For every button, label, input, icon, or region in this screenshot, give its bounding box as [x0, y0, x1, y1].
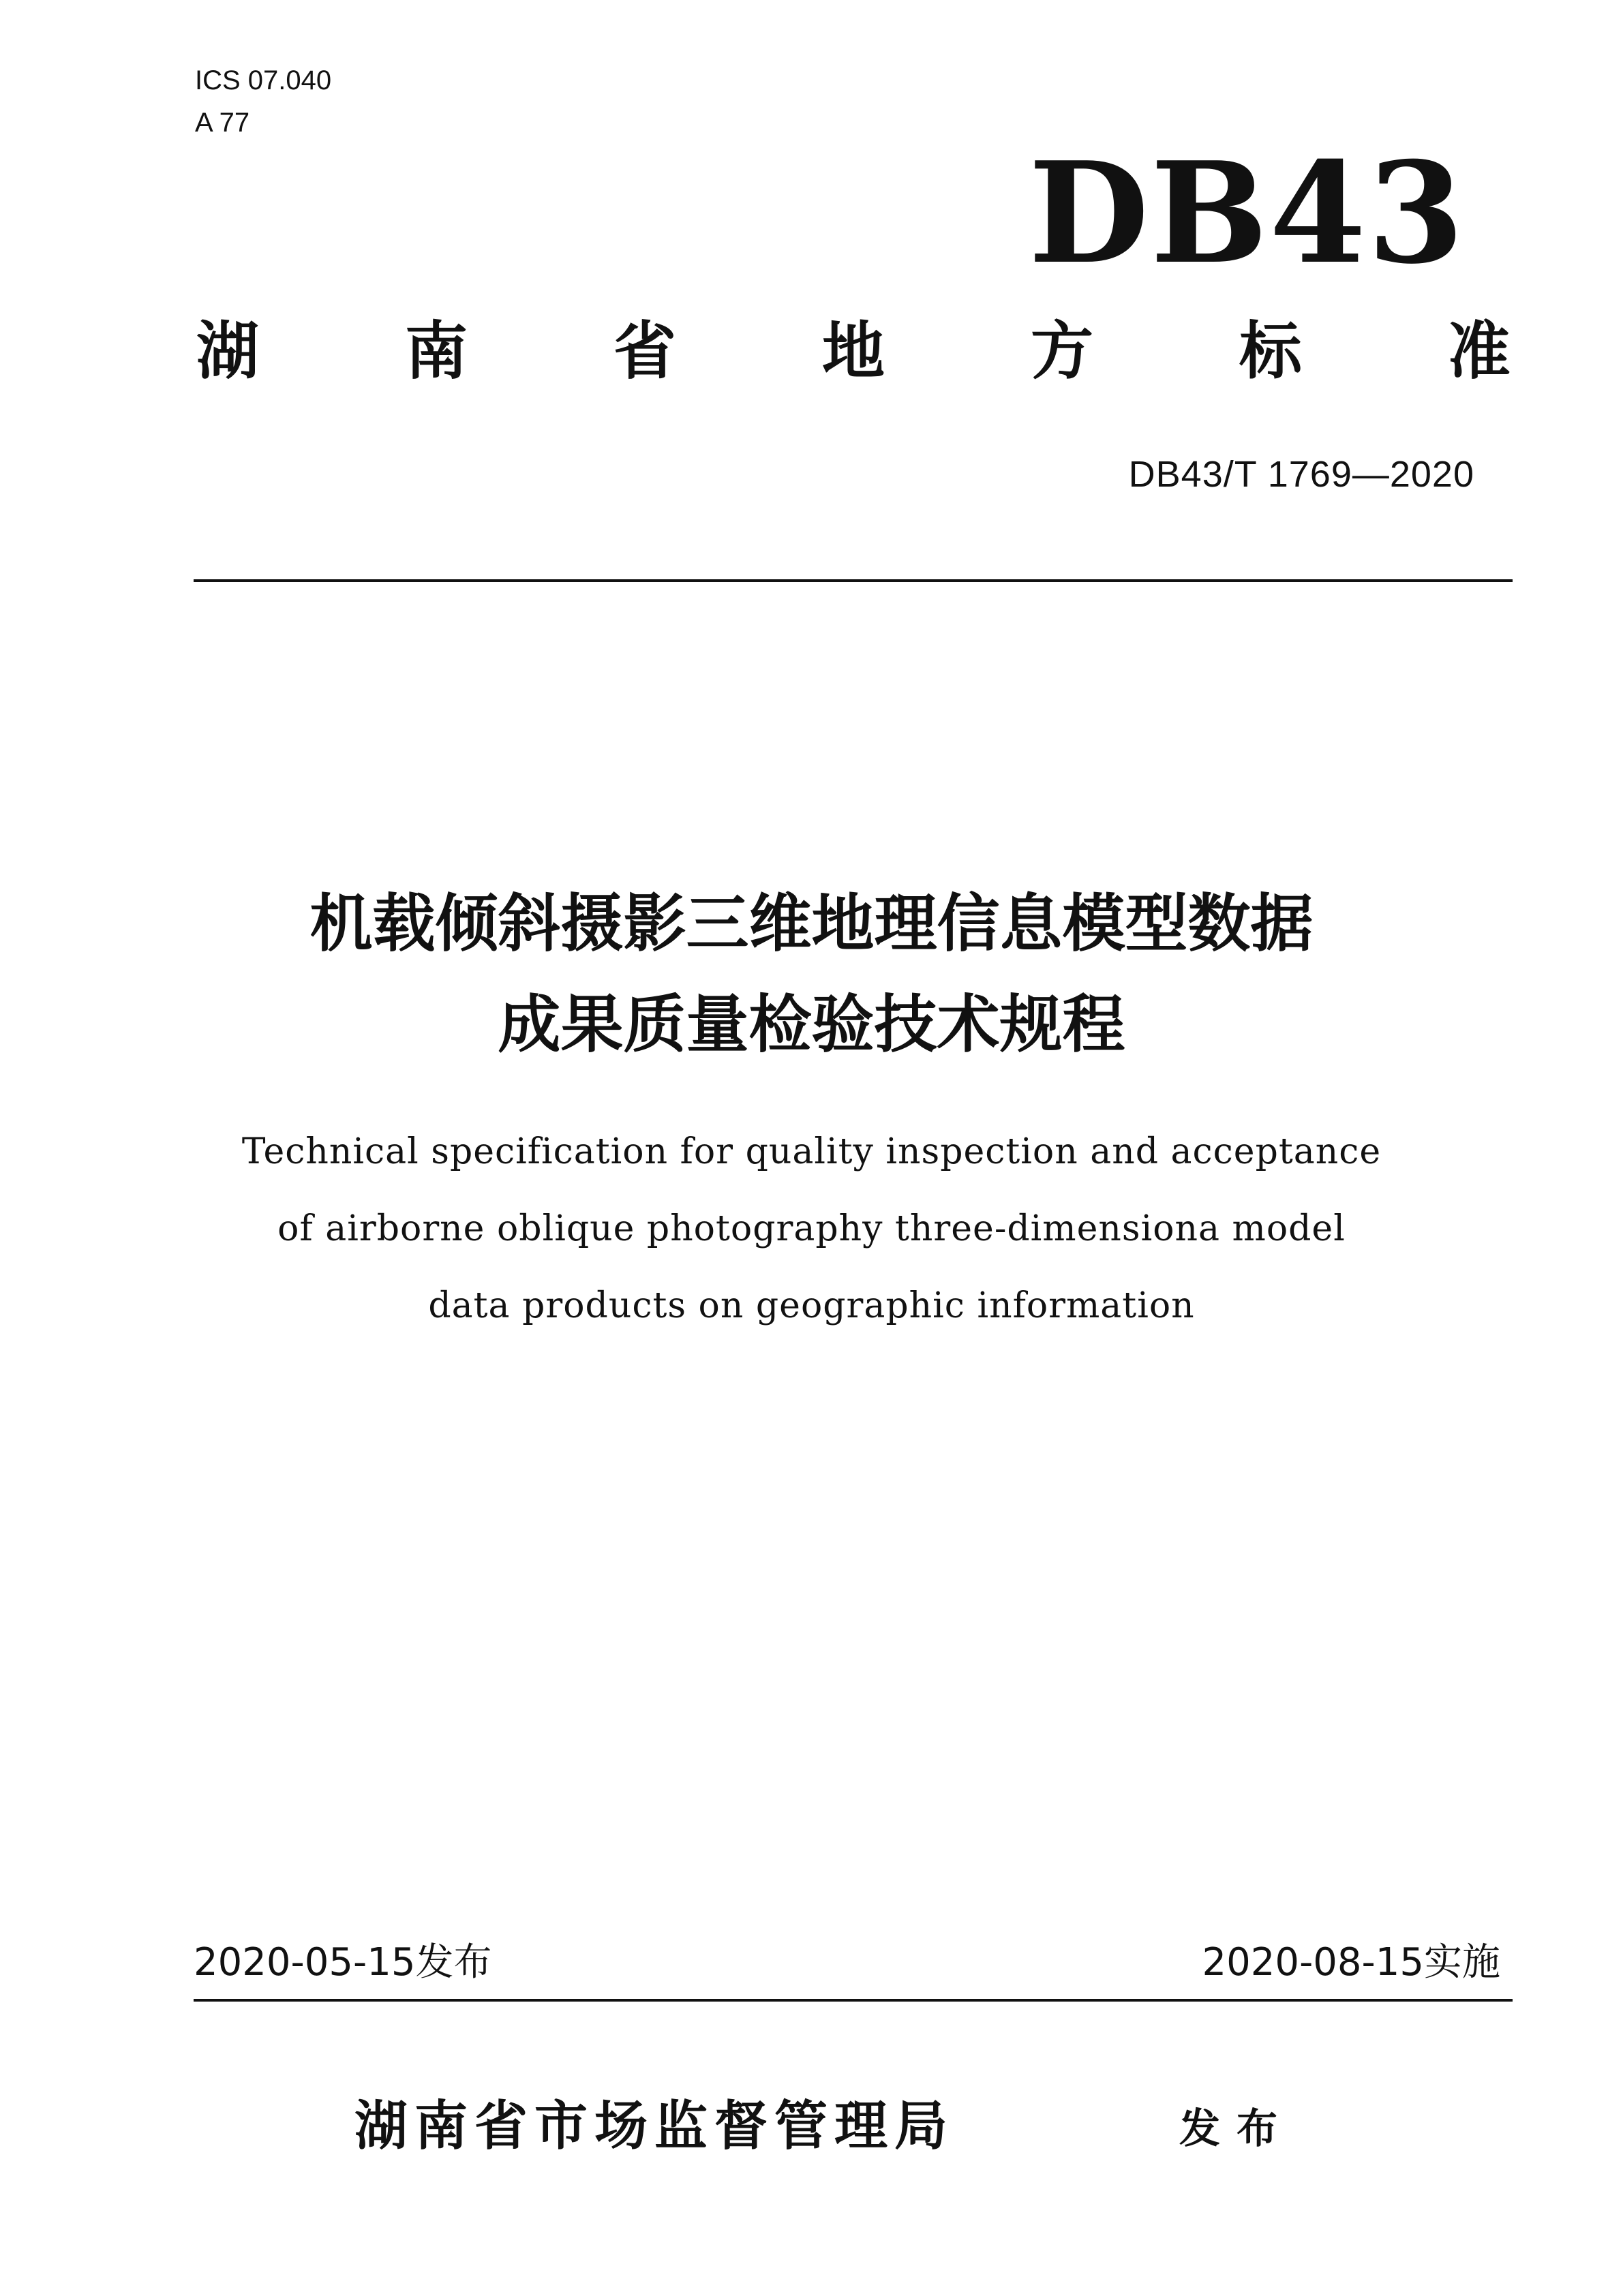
standard-number: DB43/T 1769—2020	[1128, 454, 1474, 495]
implementation-date: 2020-08-15实施	[1202, 1940, 1500, 1985]
bottom-divider	[194, 1999, 1513, 2002]
publish-word: 发布	[1179, 2105, 1294, 2153]
english-title-line-2: of airborne oblique photography three-dimensiona model	[277, 1208, 1346, 1249]
standard-level-char: 湖	[196, 315, 260, 388]
ccs-code: A 77	[195, 108, 250, 138]
standard-level-char: 准	[1447, 315, 1511, 388]
standard-level-char: 标	[1239, 315, 1302, 388]
chinese-title-line-1: 机载倾斜摄影三维地理信息模型数据	[309, 887, 1314, 960]
standard-level-char: 方	[1030, 315, 1093, 388]
standard-level-char: 地	[821, 315, 885, 388]
issue-date: 2020-05-15发布	[194, 1940, 492, 1985]
publisher: 湖南省市场监督管理局	[354, 2096, 955, 2157]
english-title-line-1: Technical specification for quality inspection and acceptance	[241, 1131, 1382, 1172]
standard-level-heading	[196, 305, 1511, 387]
standard-level-char: 省	[613, 315, 676, 388]
ics-code: ICS 07.040	[195, 65, 332, 95]
standard-level-char: 南	[404, 315, 468, 388]
db-code: DB43	[1028, 132, 1466, 295]
chinese-title-line-2: 成果质量检验技术规程	[498, 988, 1125, 1061]
top-divider	[194, 579, 1513, 582]
english-title-line-3: data products on geographic information	[428, 1285, 1195, 1326]
